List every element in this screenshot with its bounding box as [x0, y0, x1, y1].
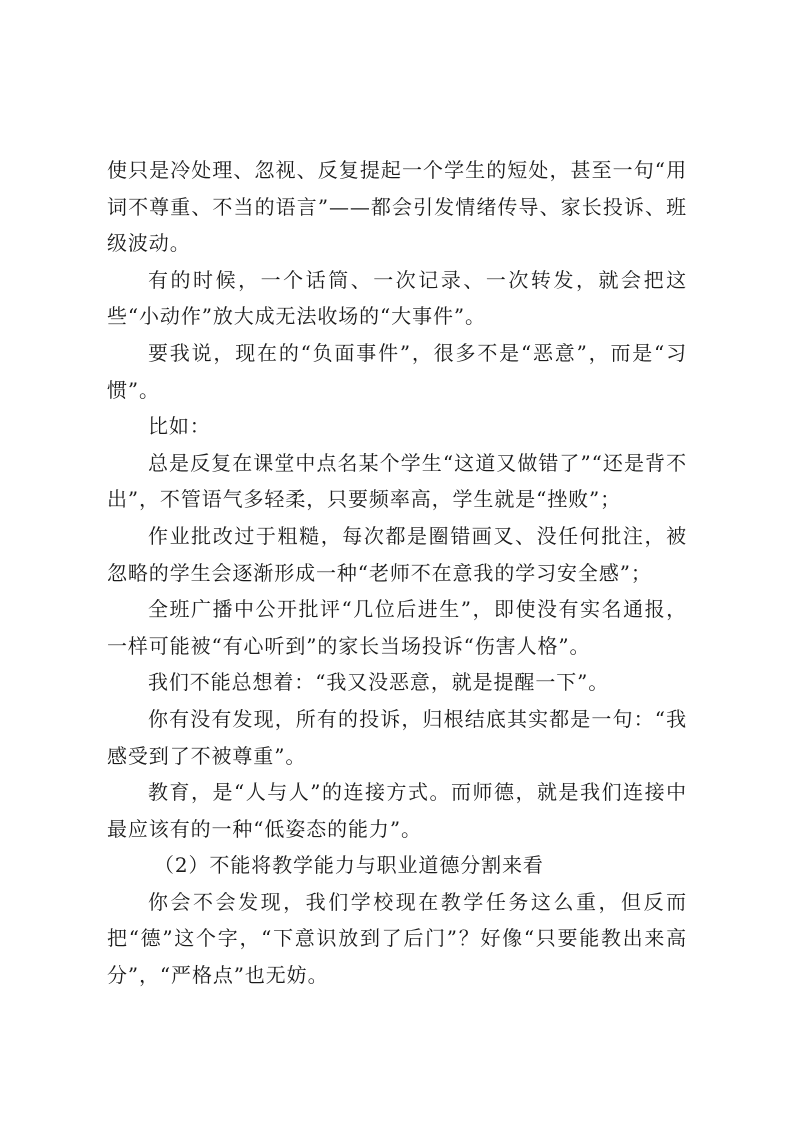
paragraph: 你有没有发现，所有的投诉，归根结底其实都是一句：“我感受到了不被尊重”。 — [107, 706, 687, 768]
paragraph: 全班广播中公开批评“几位后进生”，即使没有实名通报，一样可能被“有心听到”的家长当场投诉“伤害人格”。 — [107, 597, 687, 658]
paragraph: 总是反复在课堂中点名某个学生“这道又做错了”“还是背不出”，不管语气多轻柔，只要频率高，学生就是“挫败”； — [107, 450, 687, 512]
section-heading: （2）不能将教学能力与职业道德分割来看 — [154, 853, 544, 878]
document-page — [107, 152, 687, 994]
paragraph: 比如： — [148, 414, 211, 439]
paragraph: 有的时候，一个话筒、一次记录、一次转发，就会把这些“小动作”放大成无法收场的“大事件”。 — [107, 267, 687, 329]
paragraph: 作业批改过于粗糙，每次都是圈错画叉、没任何批注，被忽略的学生会逐渐形成一种“老师不在意我的学习安全感”； — [107, 523, 687, 585]
paragraph: 教育，是“人与人”的连接方式。而师德，就是我们连接中最应该有的一种“低姿态的能力”。 — [107, 780, 687, 841]
paragraph-continuation: 使只是冷处理、忽视、反复提起一个学生的短处，甚至一句“用词不尊重、不当的语言”——都会引发情绪传导、家长投诉、班级波动。 — [107, 158, 687, 256]
paragraph: 你会不会发现，我们学校现在教学任务这么重，但反而把“德”这个字，“下意识放到了后门”？好像“只要能教出来高分”，“严格点”也无妨。 — [107, 889, 687, 988]
paragraph: 要我说，现在的“负面事件”，很多不是“恶意”，而是“习惯”。 — [107, 340, 687, 402]
paragraph: 我们不能总想着：“我又没恶意，就是提醒一下”。 — [148, 670, 610, 695]
